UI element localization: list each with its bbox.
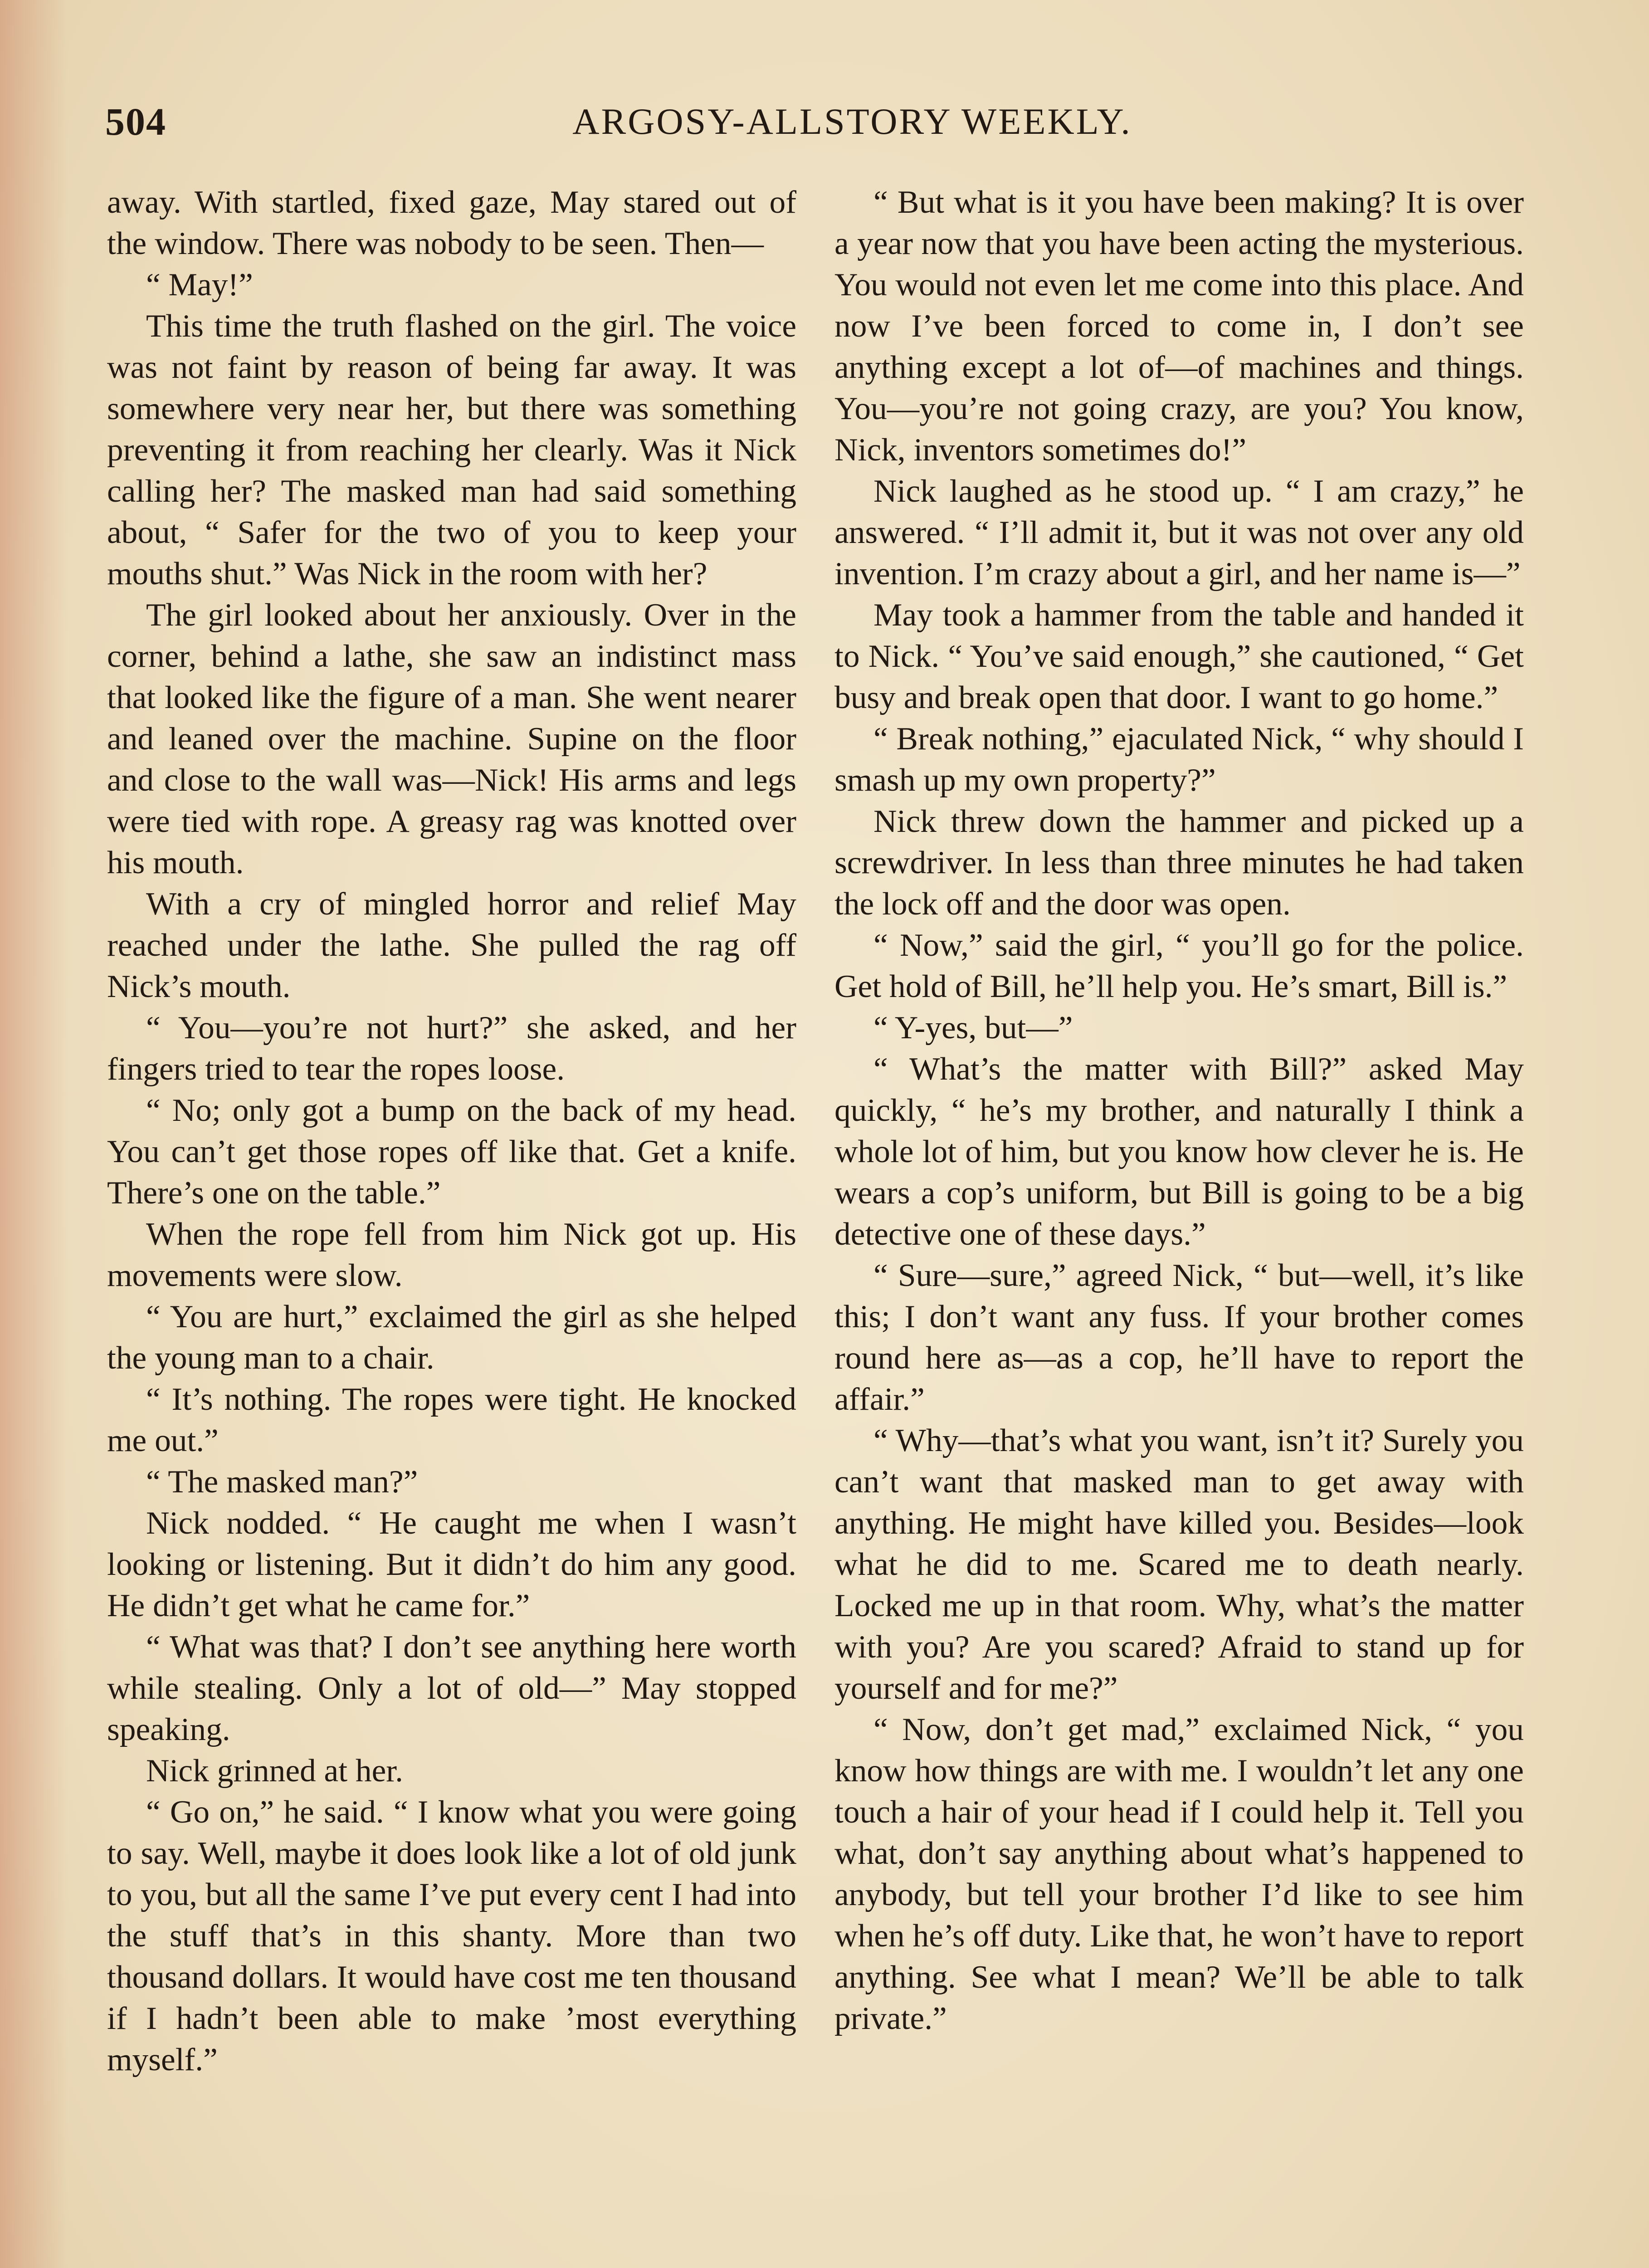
paragraph: “ You—you’re not hurt?” she asked, and her fingers tried to tear the ropes loose. [107, 1010, 796, 1087]
paragraph: “ But what is it you have been making? It is over a year now that you have been acting the mysterious. You would not even let me come into this place. And now I’ve been forced to come in, I don’t see anything except a lot of—of machines and things. You—you’re not going crazy, are you? You know, Nick, inventors sometimes do!” [834, 184, 1524, 468]
left-column [107, 181, 796, 2080]
paragraph: “ What’s the matter with Bill?” asked May quickly, “ he’s my brother, and naturally I think a whole lot of him, but you know how clever he is. He wears a cop’s uniform, but Bill is going to be a big detective one of these days.” [834, 1051, 1524, 1252]
paragraph: This time the truth flashed on the girl. The voice was not faint by reason of being far away. It was somewhere very near her, but there was something preventing it from reaching her clearly. Was it Nick calling her? The masked man had said something about, “ Safer for the two of you to keep your mouths shut.” Was Nick in the room with her? [107, 308, 796, 591]
paragraph: “ Now,” said the girl, “ you’ll go for the police. Get hold of Bill, he’ll help you. He’s smart, Bill is.” [834, 927, 1524, 1004]
paragraph: May took a hammer from the table and handed it to Nick. “ You’ve said enough,” she cautioned, “ Get busy and break open that door. I want to go home.” [834, 597, 1524, 715]
paragraph: “ It’s nothing. The ropes were tight. He knocked me out.” [107, 1381, 796, 1458]
page-header [105, 99, 1581, 144]
paragraph: “ May!” [146, 267, 253, 303]
paragraph: With a cry of mingled horror and relief May reached under the lathe. She pulled the rag off Nick’s mouth. [107, 886, 796, 1004]
running-head: ARGOSY-ALLSTORY WEEKLY. [572, 101, 1132, 142]
paragraph: away. With startled, fixed gaze, May stared out of the window. There was nobody to be seen. Then— [107, 184, 796, 261]
paragraph: “ No; only got a bump on the back of my head. You can’t get those ropes off like that. Get a knife. There’s one on the table.” [107, 1092, 796, 1211]
paragraph: Nick threw down the hammer and picked up a screwdriver. In less than three minutes he had taken the lock off and the door was open. [834, 803, 1524, 922]
paragraph: “ You are hurt,” exclaimed the girl as she helped the young man to a chair. [107, 1299, 796, 1376]
right-column [834, 181, 1524, 2039]
paragraph: The girl looked about her anxiously. Over in the corner, behind a lathe, she saw an indistinct mass that looked like the figure of a man. She went nearer and leaned over the machine. Supine on the floor and close to the wall was—Nick! His arms and legs were tied with rope. A greasy rag was knotted over his mouth. [107, 597, 796, 880]
paragraph: “ Y-yes, but—” [873, 1010, 1073, 1046]
paragraph: “ Now, don’t get mad,” exclaimed Nick, “ you know how things are with me. I wouldn’t let any one touch a hair of your head if I could help it. Tell you what, don’t say anything about what’s happened to anybody, but tell your brother I’d like to see him when he’s off duty. Like that, he won’t have to report anything. See what I mean? We’ll be able to talk private.” [834, 1711, 1524, 2036]
paragraph: “ Sure—sure,” agreed Nick, “ but—well, it’s like this; I don’t want any fuss. If your brother comes round here as—as a cop, he’ll have to report the affair.” [834, 1257, 1524, 1417]
paragraph: Nick grinned at her. [146, 1753, 403, 1789]
paragraph: When the rope fell from him Nick got up. His movements were slow. [107, 1216, 796, 1293]
paragraph: “ Go on,” he said. “ I know what you were going to say. Well, maybe it does look like a lot of old junk to you, but all the same I’ve put every cent I had into the stuff that’s in this shanty. More than two thousand dollars. It would have cost me ten thousand if I hadn’t been able to make ’most everything myself.” [107, 1794, 796, 2077]
paragraph: Nick nodded. “ He caught me when I wasn’t looking or listening. But it didn’t do him any good. He didn’t get what he came for.” [107, 1505, 796, 1623]
page-number: 504 [105, 100, 166, 143]
paragraph: Nick laughed as he stood up. “ I am crazy,” he answered. “ I’ll admit it, but it was not over any old invention. I’m crazy about a girl, and her name is—” [834, 473, 1524, 591]
paragraph: “ What was that? I don’t see anything here worth while stealing. Only a lot of old—” May stopped speaking. [107, 1629, 796, 1747]
paragraph: “ The masked man?” [146, 1464, 418, 1500]
paragraph: “ Why—that’s what you want, isn’t it? Surely you can’t want that masked man to get away with anything. He might have killed you. Besides—look what he did to me. Scared me to death nearly. Locked me up in that room. Why, what’s the matter with you? Are you scared? Afraid to stand up for yourself and for me?” [834, 1422, 1524, 1706]
paragraph: “ Break nothing,” ejaculated Nick, “ why should I smash up my own property?” [834, 721, 1524, 798]
